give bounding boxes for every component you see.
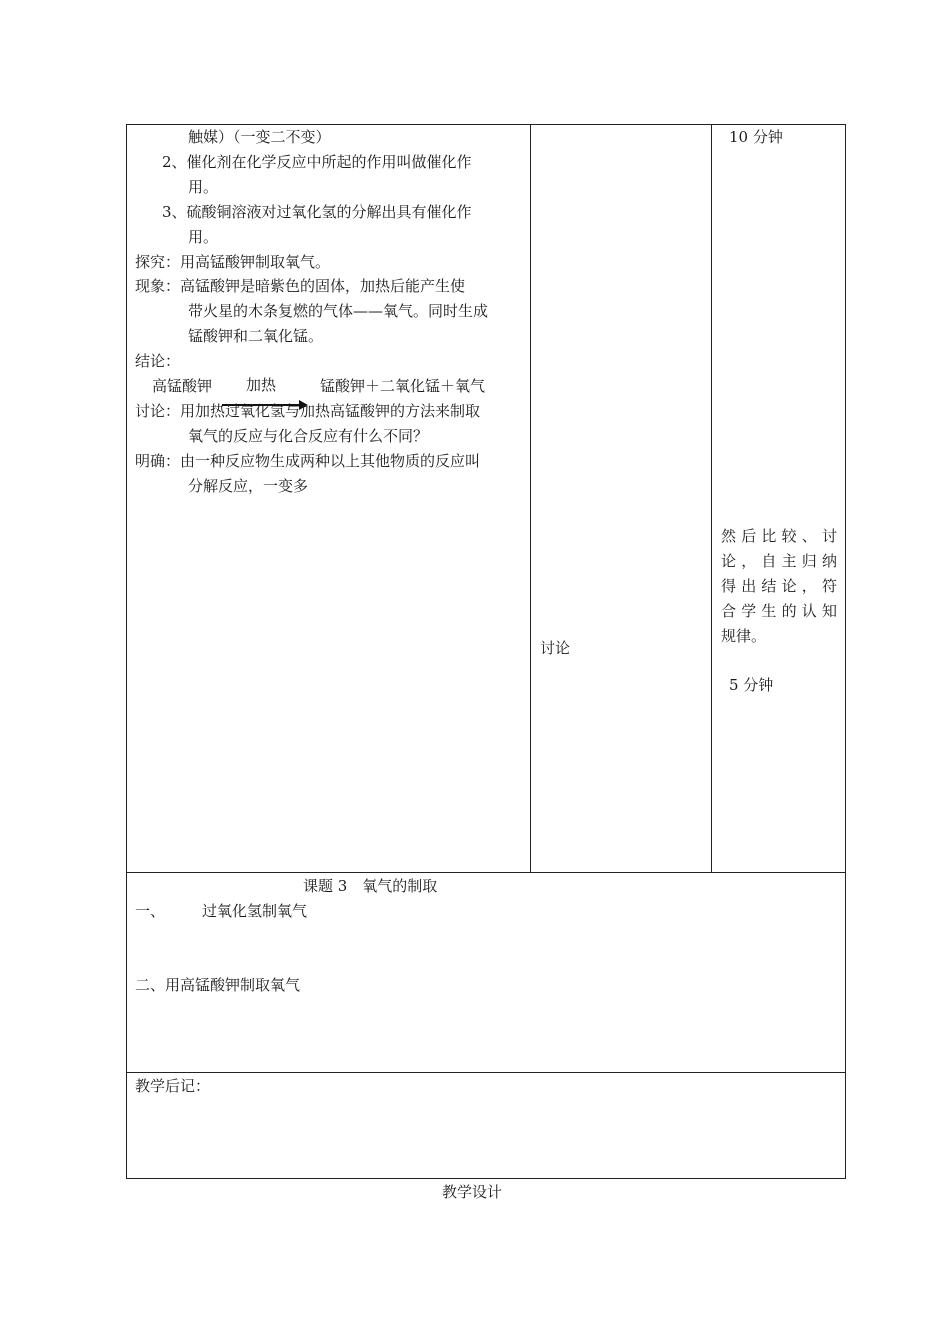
table-border-right: [845, 124, 846, 1179]
text-line: 明确：由一种反应物生成两种以上其他物质的反应叫: [135, 452, 481, 470]
table-border-row1: [126, 872, 846, 873]
text-line: 用。: [188, 228, 219, 246]
table-border-left: [126, 124, 127, 1179]
board-item-number: 一、: [135, 902, 166, 920]
note-line: 得出结论，符: [721, 577, 837, 595]
note-line: 论，自主归纳: [721, 552, 837, 570]
note-line: 规律。: [721, 627, 767, 645]
text-line: 现象：高锰酸钾是暗紫色的固体，加热后能产生使: [135, 277, 466, 295]
student-activity-text: 讨论: [540, 639, 571, 657]
column-divider-1: [530, 124, 531, 872]
text-line: 3、硫酸铜溶液对过氧化氢的分解出具有催化作: [162, 203, 472, 221]
equation-condition: 加热: [246, 376, 277, 394]
text-line: 锰酸钾和二氧化锰。: [188, 327, 324, 345]
table-border-row2: [126, 1072, 846, 1073]
page-footer: 教学设计: [442, 1183, 503, 1201]
equation-products: 锰酸钾＋二氧化锰＋氧气: [320, 377, 486, 395]
text-line: 讨论：用加热过氧化氢与加热高锰酸钾的方法来制取: [135, 402, 481, 420]
board-title: 课题 3 氧气的制取: [303, 877, 438, 895]
note-line: 然后比较、讨: [721, 527, 837, 545]
text-line: 带火星的木条复燃的气体——氧气。同时生成: [188, 302, 489, 320]
note-line: 合学生的认知: [721, 602, 837, 620]
text-line: 分解反应，一变多: [188, 477, 309, 495]
text-line: 用。: [188, 178, 219, 196]
time-label: 10 分钟: [729, 128, 783, 146]
text-line: 2、催化剂在化学反应中所起的作用叫做催化作: [162, 153, 472, 171]
time-label: 5 分钟: [729, 676, 774, 694]
text-line: 氧气的反应与化合反应有什么不同？: [188, 427, 429, 445]
table-border-bottom: [126, 1178, 846, 1179]
text-line: 结论：: [135, 352, 181, 370]
column-divider-2: [711, 124, 712, 872]
board-item: 二、用高锰酸钾制取氧气: [135, 976, 301, 994]
teaching-notes-label: 教学后记：: [135, 1077, 211, 1095]
text-line: 触媒）（一变二不变）: [188, 128, 331, 146]
board-item-text: 过氧化氢制氧气: [202, 902, 308, 920]
equation-reactant: 高锰酸钾: [152, 377, 213, 395]
text-line: 探究：用高锰酸钾制取氧气。: [135, 253, 331, 271]
